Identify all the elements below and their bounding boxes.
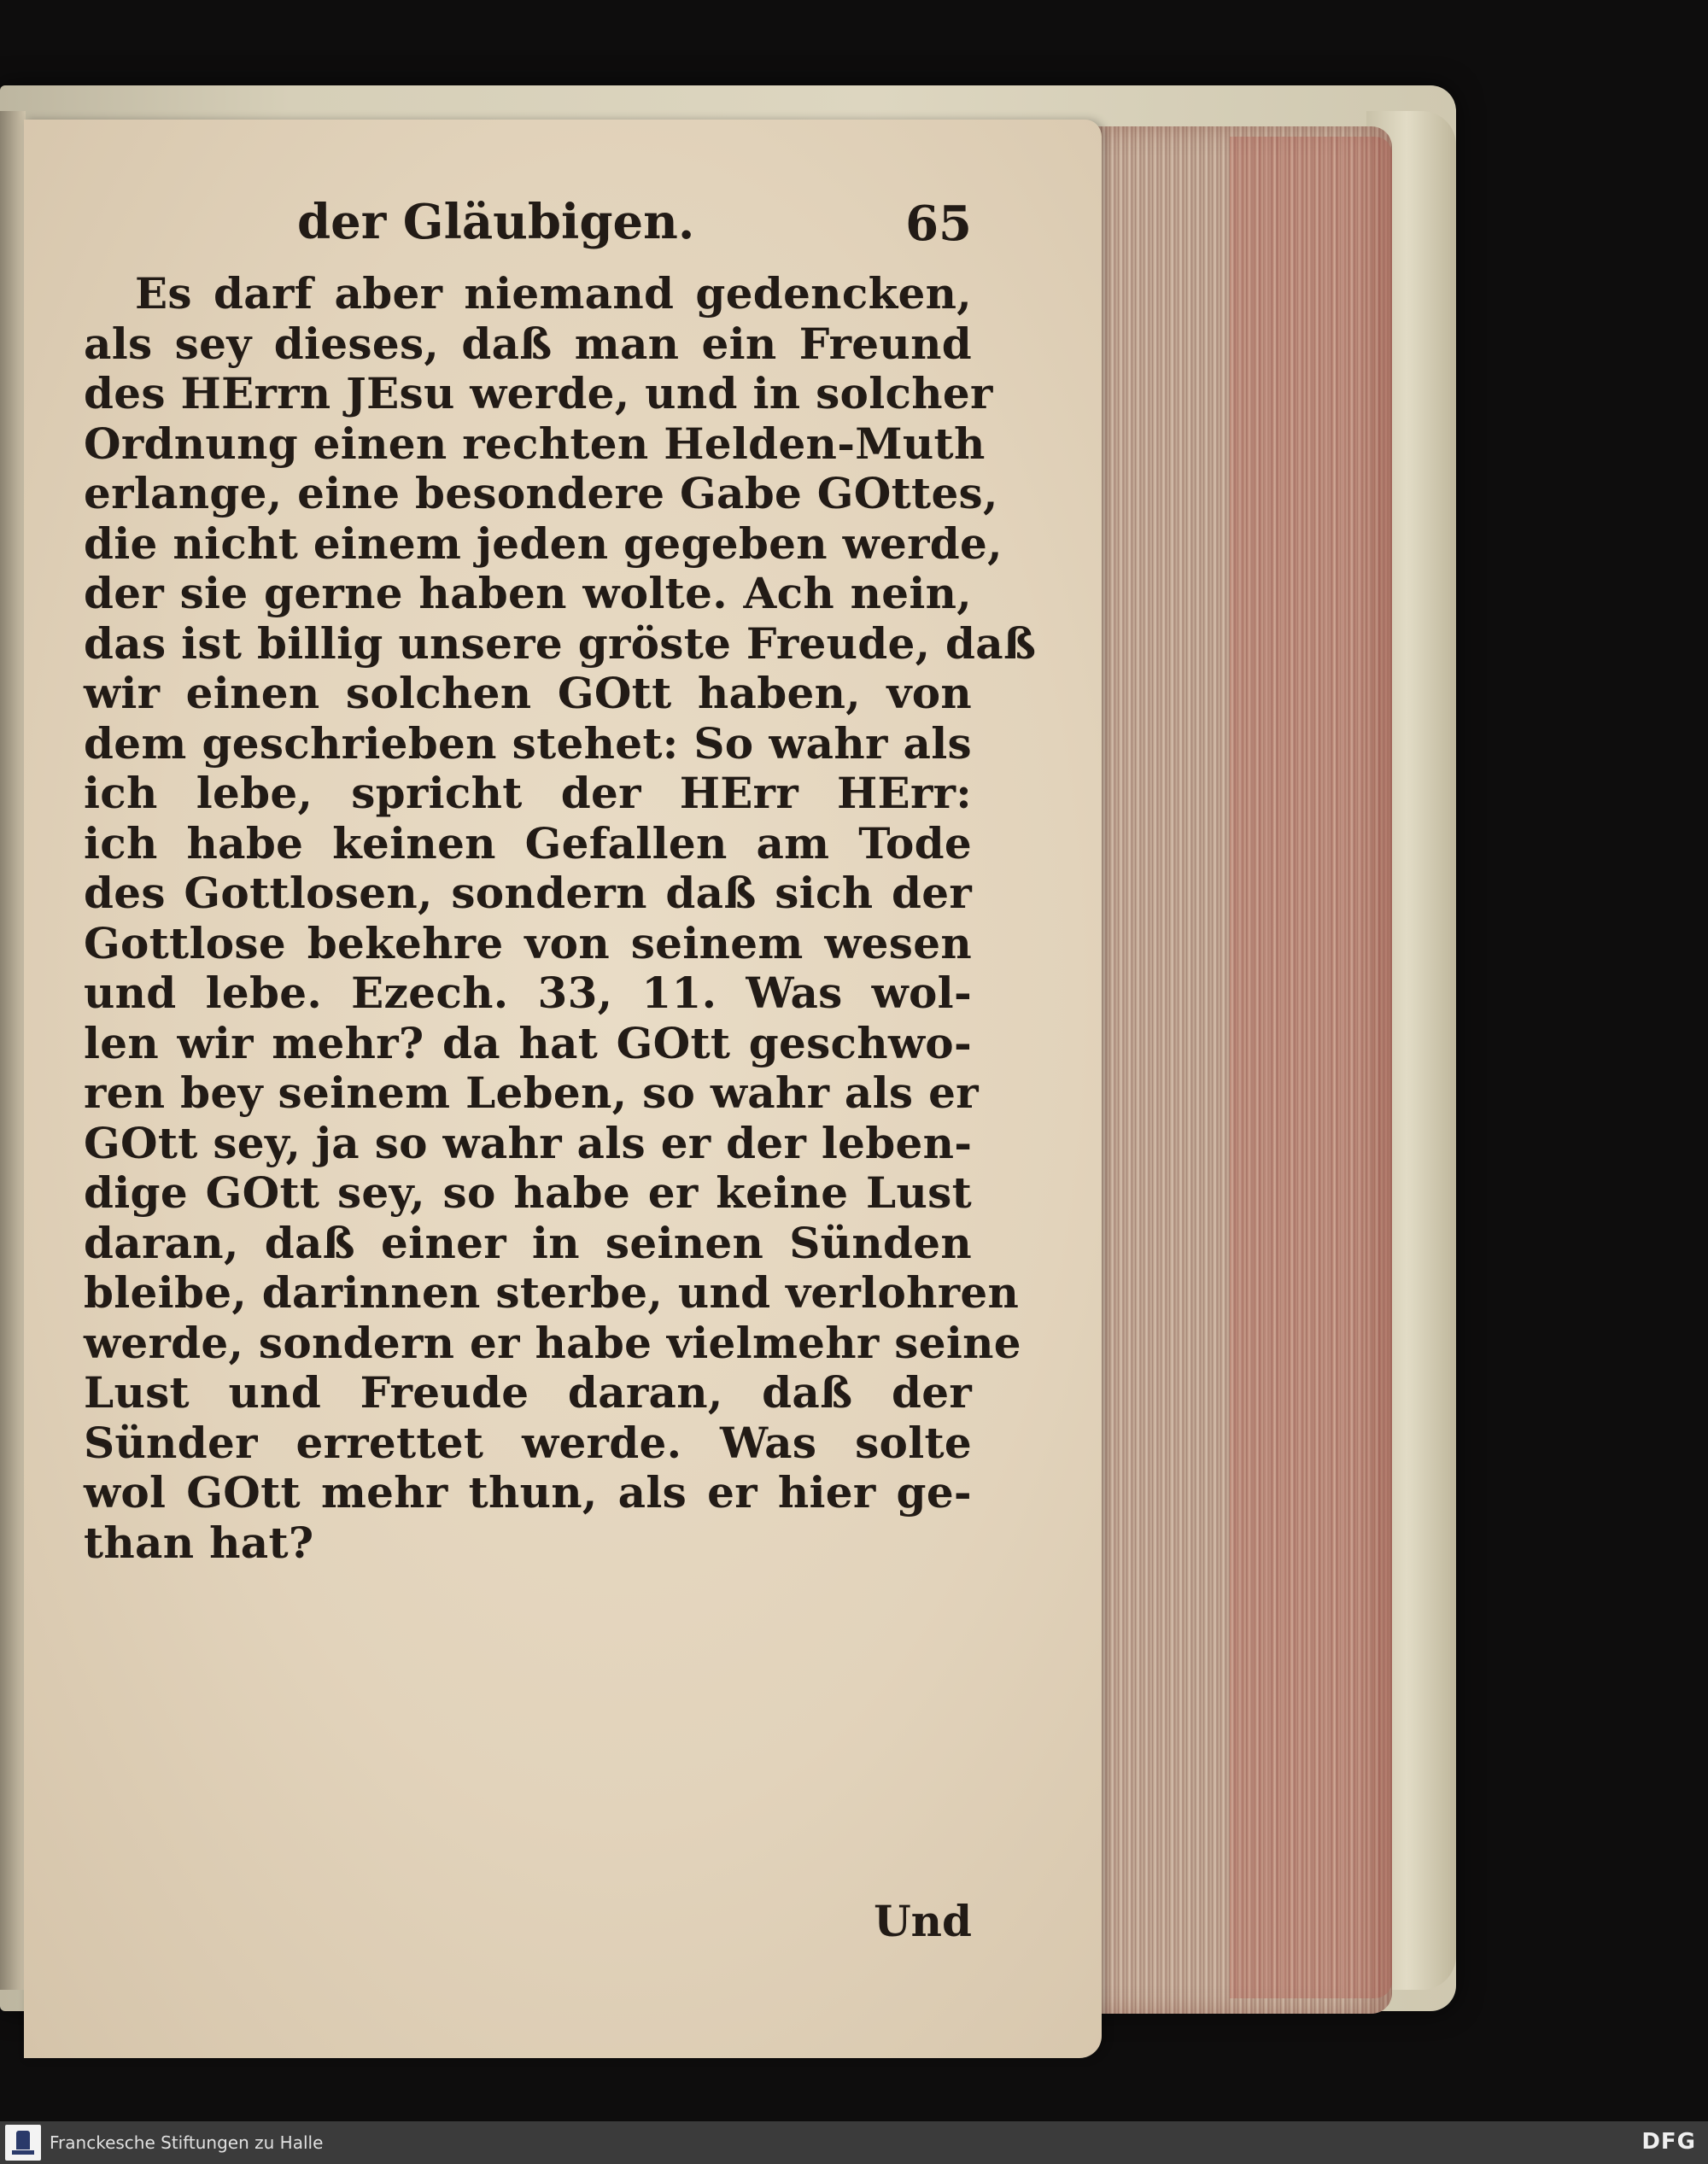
text-line: ich habe keinen Gefallen am Tode: [84, 817, 972, 869]
text-line: dem geschrieben stehet: So wahr als: [84, 717, 972, 769]
text-line: des HErrn JEsu werde, und in solcher: [84, 368, 993, 418]
body-text: [84, 268, 1037, 1568]
text-block: [84, 184, 1037, 1946]
facing-page-sliver: [0, 111, 26, 1990]
text-line: die nicht einem jeden gegeben werde,: [84, 518, 1003, 569]
logo-mark: [16, 2131, 30, 2149]
dfg-logo: DFG: [1641, 2129, 1696, 2155]
text-line: Lust und Freude daran, daß der: [84, 1367, 972, 1418]
text-line: GOtt sey, ja so wahr als er der leben-: [84, 1117, 973, 1168]
text-line: ich lebe, spricht der HErr HErr:: [84, 768, 972, 818]
institution-logo-icon: [5, 2125, 41, 2161]
text-line: dige GOtt sey, so habe er keine Lust: [84, 1167, 972, 1218]
text-line: erlange, eine besondere Gabe GOttes,: [84, 468, 998, 518]
text-line: len wir mehr? da hat GOtt geschwo-: [84, 1017, 972, 1068]
footer-bar: [0, 2121, 1708, 2164]
text-line: werde, sondern er habe vielmehr seine: [84, 1317, 1021, 1368]
text-line: des Gottlosen, sondern daß sich der: [84, 868, 972, 918]
page-header: [84, 184, 972, 260]
text-line: als sey dieses, daß man ein Freund: [84, 318, 972, 369]
text-line: than hat?: [84, 1517, 314, 1568]
text-line: und lebe. Ezech. 33, 11. Was wol-: [84, 968, 972, 1018]
text-line: Es darf aber niemand gedencken,: [135, 268, 972, 319]
book-page: [24, 120, 1102, 2058]
text-line: wir einen solchen GOtt haben, von: [84, 668, 972, 718]
logo-mark-base: [12, 2150, 34, 2155]
text-line: bleibe, darinnen sterbe, und verlohren: [84, 1267, 1020, 1318]
text-line: daran, daß einer in seinen Sünden: [84, 1217, 972, 1268]
institution-name: Franckesche Stiftungen zu Halle: [50, 2132, 324, 2153]
text-line: Sünder errettet werde. Was solte: [84, 1417, 972, 1468]
text-line: wol GOtt mehr thun, als er hier ge-: [84, 1467, 972, 1518]
text-line: Ordnung einen rechten Helden-Muth: [84, 418, 986, 469]
catchword: Und: [874, 1896, 972, 1946]
page-number: 65: [905, 196, 972, 252]
running-title: der Gläubigen.: [297, 194, 695, 250]
text-line: Gottlose bekehre von seinem wesen: [84, 917, 972, 968]
text-line: der sie gerne haben wolte. Ach nein,: [84, 568, 972, 618]
red-edge-tint: [1230, 137, 1392, 1998]
text-line: das ist billig unsere gröste Freude, daß: [84, 617, 1037, 669]
text-line: ren bey seinem Leben, so wahr als er: [84, 1067, 979, 1118]
